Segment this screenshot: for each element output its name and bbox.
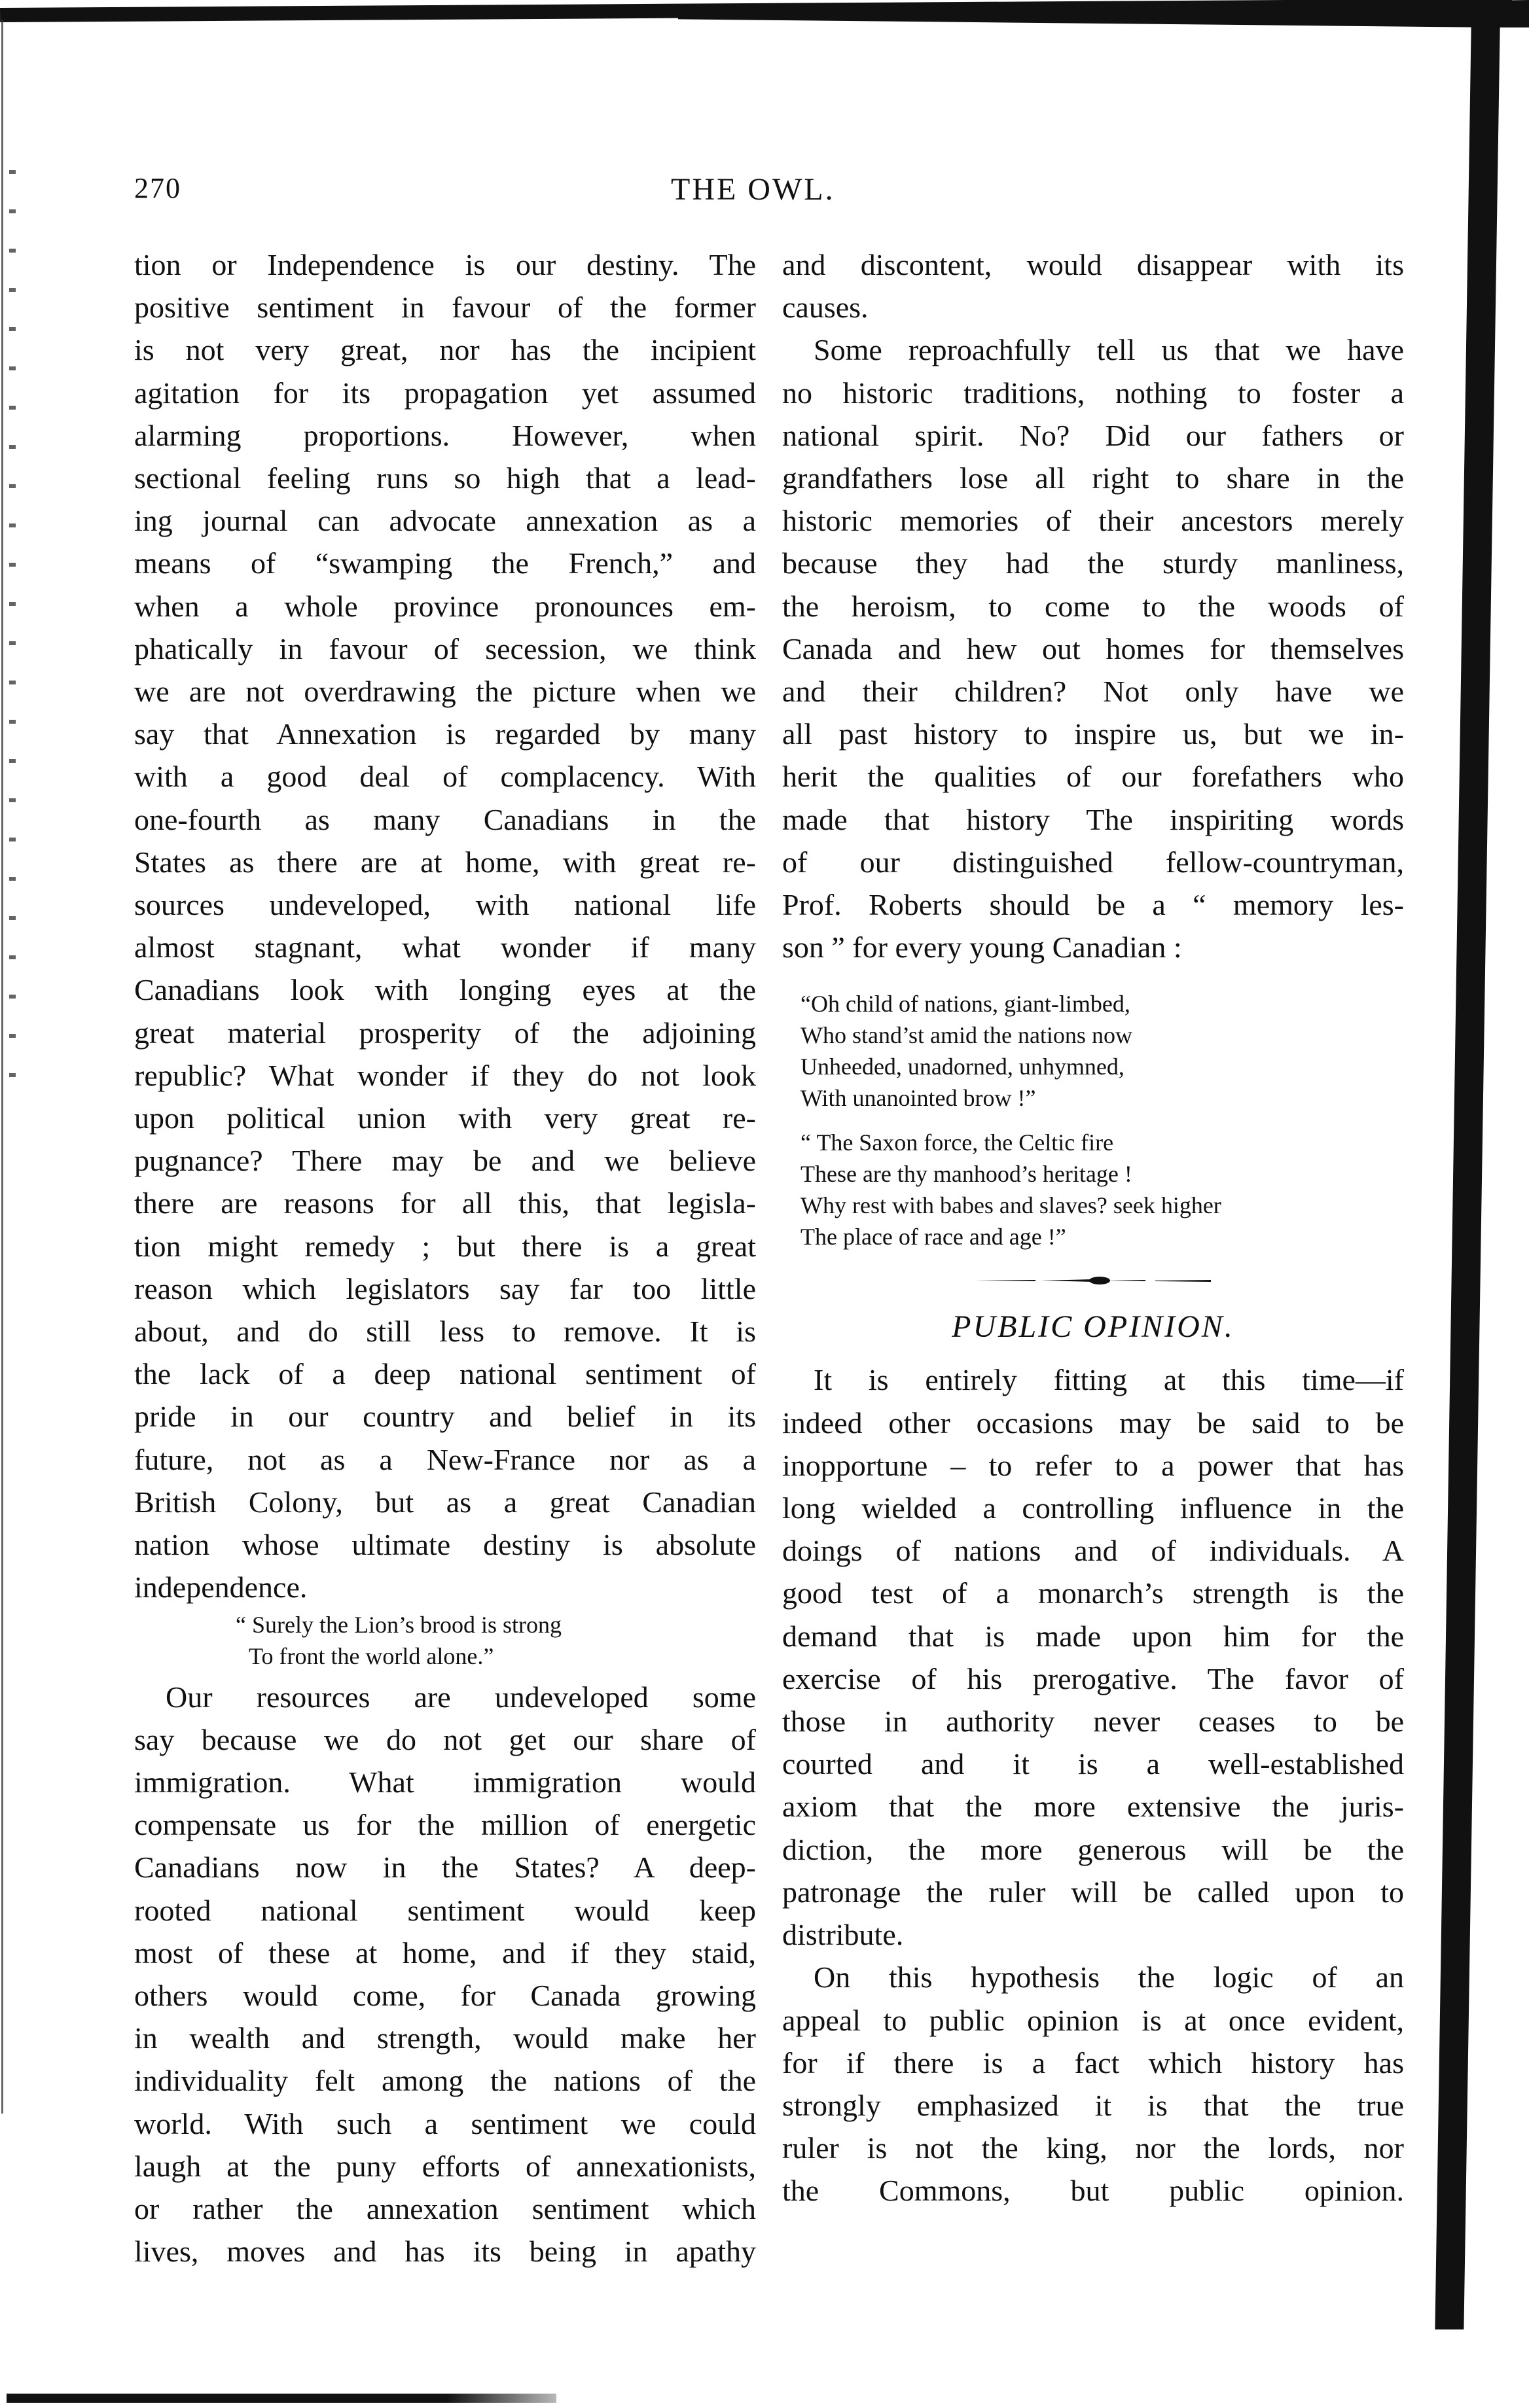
verse-line: These are thy manhood’s heritage ! xyxy=(800,1161,1132,1188)
text-line: pugnance? There may be and we believe xyxy=(134,1144,756,1178)
poem-stanza-2 xyxy=(782,1127,1404,1252)
journal-title: THE OWL. xyxy=(671,172,835,207)
text-line: those in authority never ceases to be xyxy=(782,1705,1404,1739)
paragraph-historic-traditions xyxy=(782,328,1404,968)
page-number: 270 xyxy=(134,172,181,204)
text-line: reason which legislators say far too little xyxy=(134,1271,756,1305)
text-line: with a good deal of complacency. With xyxy=(134,760,756,794)
text-line: almost stagnant, what wonder if many xyxy=(134,930,756,965)
text-line: of our distinguished fellow-countryman, xyxy=(782,845,1404,879)
text-line: diction, the more generous will be the xyxy=(782,1832,1404,1866)
text-line: means of “swamping the French,” and xyxy=(134,546,756,580)
text-line: Our resources are undeveloped some xyxy=(166,1680,756,1714)
text-line: pride in our country and belief in its xyxy=(134,1400,756,1434)
text-line: the Commons, but public opinion. xyxy=(782,2174,1404,2208)
text-line: republic? What wonder if they do not look xyxy=(134,1058,756,1092)
text-line: sectional feeling runs so high that a lead- xyxy=(134,461,756,495)
text-line: axiom that the more extensive the juris- xyxy=(782,1790,1404,1824)
text-line: when a whole province pronounces em- xyxy=(134,589,756,623)
poem-stanza-1 xyxy=(782,988,1404,1114)
text-line: Canadians now in the States? A deep- xyxy=(134,1850,756,1885)
text-line: positive sentiment in favour of the former xyxy=(134,291,756,325)
text-line: rooted national sentiment would keep xyxy=(134,1893,756,1927)
text-line: long wielded a controlling influence in the xyxy=(782,1491,1404,1525)
verse-line: “ The Saxon force, the Celtic fire xyxy=(800,1129,1114,1156)
text-line: agitation for its propagation yet assumed xyxy=(134,376,756,410)
paragraph-resources xyxy=(134,1676,756,2273)
text-line: or rather the annexation sentiment which xyxy=(134,2191,756,2225)
text-line: Prof. Roberts should be a “ memory les- xyxy=(782,888,1404,922)
paragraph-public-opinion xyxy=(782,1358,1404,1956)
text-line: good test of a monarch’s strength is the xyxy=(782,1576,1404,1610)
text-line: On this hypothesis the logic of an xyxy=(814,1960,1404,1994)
section-divider-ornament-icon xyxy=(975,1269,1211,1292)
text-line: Canada and hew out homes for themselves xyxy=(782,631,1404,665)
text-line: all past history to inspire us, but we in- xyxy=(782,717,1404,751)
text-line: historic memories of their ancestors merely xyxy=(782,504,1404,538)
scan-border-left xyxy=(1,20,9,2114)
text-line: phatically in favour of secession, we think xyxy=(134,631,756,665)
text-line: exercise of his prerogative. The favor of xyxy=(782,1661,1404,1695)
text-line: States as there are at home, with great re- xyxy=(134,845,756,879)
text-line: doings of nations and of individuals. A xyxy=(782,1534,1404,1568)
text-line: is not very great, nor has the incipient xyxy=(134,333,756,367)
text-line: no historic traditions, nothing to foster a xyxy=(782,376,1404,410)
text-line: compensate us for the million of energetic xyxy=(134,1808,756,1842)
scan-border-bottom xyxy=(7,2394,556,2403)
text-line: say that Annexation is regarded by many xyxy=(134,717,756,751)
text-line: British Colony, but as a great Canadian xyxy=(134,1485,756,1519)
text-line: we are not overdrawing the picture when we xyxy=(134,675,756,709)
scan-margin-specks xyxy=(9,170,16,1086)
text-line: son ” for every young Canadian : xyxy=(782,930,1182,965)
verse-line: “ Surely the Lion’s brood is strong xyxy=(236,1611,562,1638)
text-line: independence. xyxy=(134,1570,308,1604)
text-line: the lack of a deep national sentiment of xyxy=(134,1357,756,1391)
text-line: ruler is not the king, nor the lords, nor xyxy=(782,2131,1404,2165)
text-line: one-fourth as many Canadians in the xyxy=(134,802,756,836)
text-line: the heroism, to come to the woods of xyxy=(782,589,1404,623)
text-line: future, not as a New-France nor as a xyxy=(134,1442,756,1476)
text-line: causes. xyxy=(782,291,869,325)
text-line: ing journal can advocate annexation as a xyxy=(134,504,756,538)
text-line: because they had the sturdy manliness, xyxy=(782,546,1404,580)
text-line: made that history The inspiriting words xyxy=(782,802,1404,836)
text-line: laugh at the puny efforts of annexationists, xyxy=(134,2149,756,2183)
text-line: in wealth and strength, would make her xyxy=(134,2021,756,2055)
verse-line: The place of race and age !” xyxy=(800,1224,1066,1250)
text-line: and discontent, would disappear with its xyxy=(782,248,1404,281)
text-line: say because we do not get our share of xyxy=(134,1722,756,1756)
text-line: tion or Independence is our destiny. The xyxy=(134,248,756,281)
text-line: lives, moves and has its being in apathy xyxy=(134,2235,756,2269)
text-line: Canadians look with longing eyes at the xyxy=(134,973,756,1007)
text-line: grandfathers lose all right to share in the xyxy=(782,461,1404,495)
text-line: for if there is a fact which history has xyxy=(782,2045,1404,2080)
text-line: herit the qualities of our forefathers who xyxy=(782,760,1404,794)
right-column xyxy=(782,243,1404,2212)
paragraph-discontent xyxy=(782,243,1404,328)
text-line: appeal to public opinion is at once evident, xyxy=(782,2003,1404,2037)
verse-line: “Oh child of nations, giant-limbed, xyxy=(800,991,1130,1018)
text-line: and their children? Not only have we xyxy=(782,675,1404,709)
text-line: demand that is made upon him for the xyxy=(782,1619,1404,1653)
verse-line: Why rest with babes and slaves? seek higher xyxy=(800,1192,1221,1219)
verse-line: Who stand’st amid the nations now xyxy=(800,1022,1132,1049)
text-line: inopportune – to refer to a power that has xyxy=(782,1448,1404,1482)
verse-line: With unanointed brow !” xyxy=(800,1085,1036,1112)
text-line: alarming proportions. However, when xyxy=(134,418,756,452)
text-line: tion might remedy ; but there is a great xyxy=(134,1229,756,1263)
left-column xyxy=(134,243,756,2273)
text-line: others would come, for Canada growing xyxy=(134,1978,756,2012)
quote-lions-brood xyxy=(134,1609,756,1672)
text-line: immigration. What immigration would xyxy=(134,1765,756,1799)
text-line: sources undeveloped, with national life xyxy=(134,888,756,922)
text-line: national spirit. No? Did our fathers or xyxy=(782,418,1404,452)
verse-line: Unheeded, unadorned, unhymned, xyxy=(800,1054,1124,1080)
text-line: distribute. xyxy=(782,1918,904,1952)
text-line: great material prosperity of the adjoining xyxy=(134,1016,756,1050)
text-line: upon political union with very great re- xyxy=(134,1101,756,1135)
text-line: there are reasons for all this, that legisla- xyxy=(134,1186,756,1220)
text-line: Some reproachfully tell us that we have xyxy=(814,333,1404,367)
verse-line: To front the world alone.” xyxy=(249,1642,494,1669)
text-line: most of these at home, and if they staid, xyxy=(134,1936,756,1970)
paragraph-hypothesis xyxy=(782,1956,1404,2212)
running-head xyxy=(134,171,1411,211)
text-line: nation whose ultimate destiny is absolute xyxy=(134,1528,756,1562)
text-line: world. With such a sentiment we could xyxy=(134,2106,756,2140)
text-line: It is entirely fitting at this time—if xyxy=(814,1363,1404,1397)
section-title: PUBLIC OPINION. xyxy=(952,1309,1234,1345)
text-line: patronage the ruler will be called upon to xyxy=(782,1875,1404,1909)
text-line: strongly emphasized it is that the true xyxy=(782,2088,1404,2122)
text-line: courted and it is a well-established xyxy=(782,1747,1404,1781)
text-line: indeed other occasions may be said to be xyxy=(782,1406,1404,1440)
paragraph-independence xyxy=(134,243,756,1609)
scan-border-right xyxy=(1435,13,1500,2329)
text-line: individuality felt among the nations of the xyxy=(134,2064,756,2098)
text-line: about, and do still less to remove. It is xyxy=(134,1315,756,1349)
